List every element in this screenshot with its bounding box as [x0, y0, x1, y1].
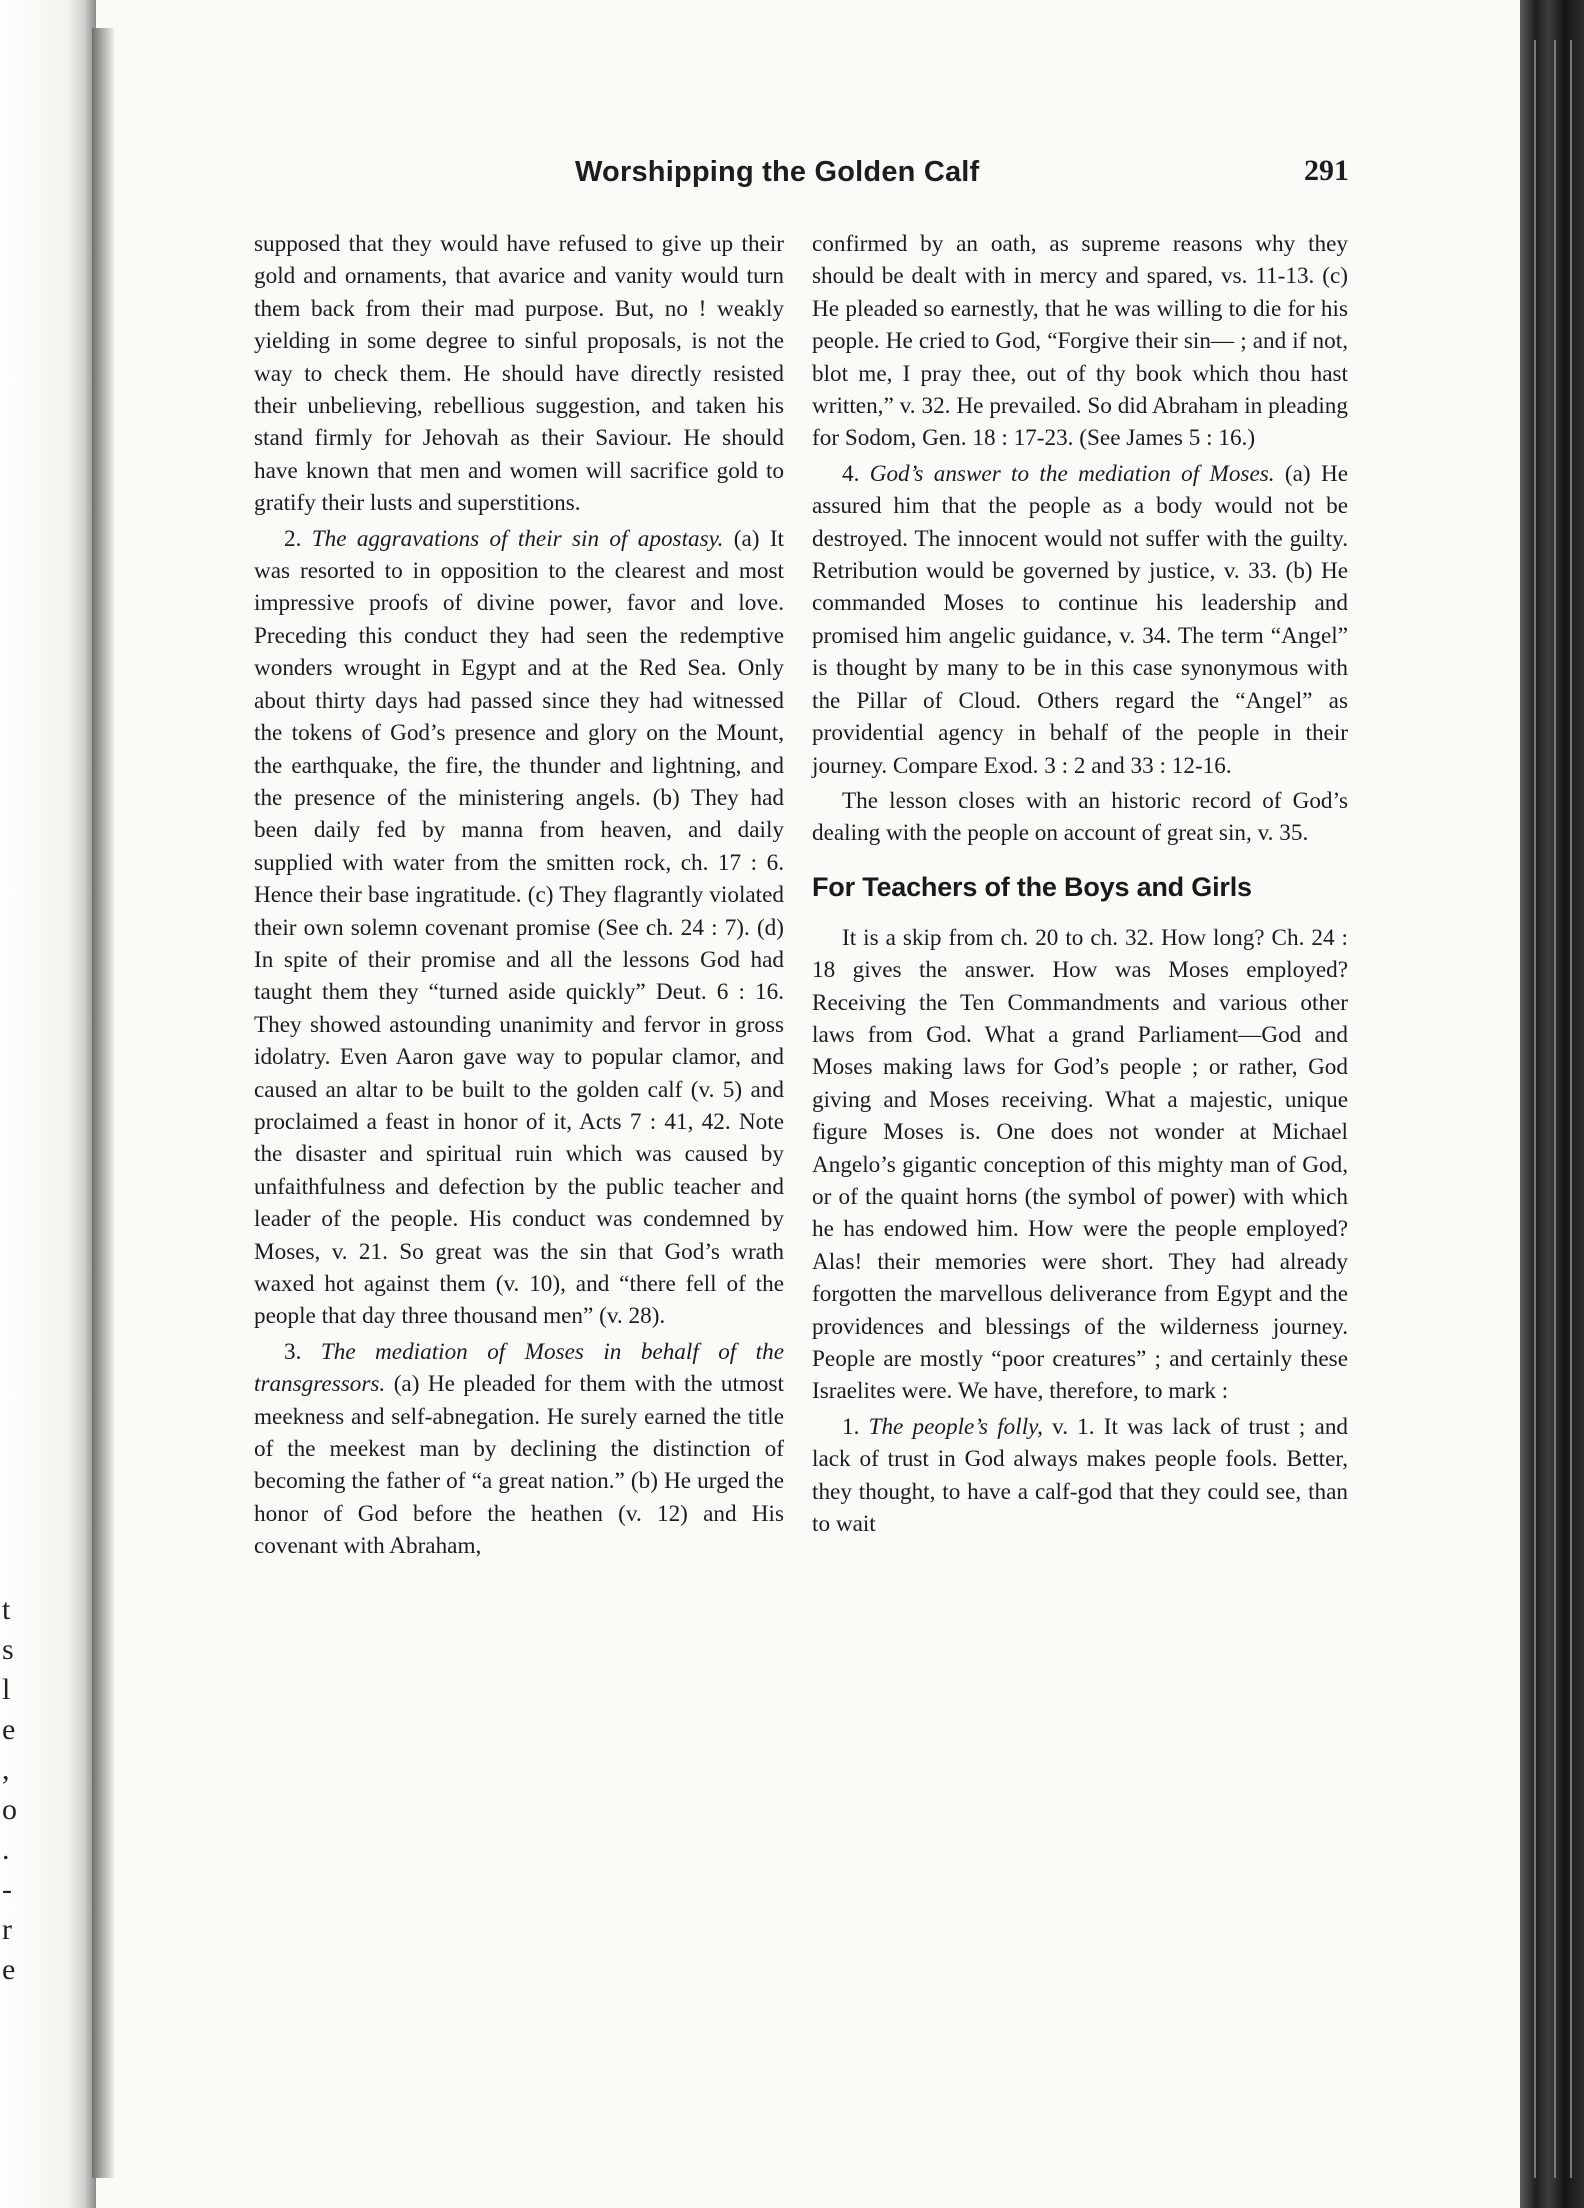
- item-title: The people’s folly,: [868, 1413, 1043, 1440]
- paragraph: supposed that they would have refused to give up their gold and ornaments, that avarice and vanity would turn them back from their mad purpose. But, no ! weakly yielding in some degree to sinful proposals, is not the way to check them. He should have directly resisted their unbelieving, rebellious suggestion, and taken his stand firmly for Jehovah as their Saviour. He should have known that men and women will sacrifice gold to gratify their lusts and superstitions.: [254, 231, 784, 517]
- paragraph: The lesson closes with an historic record of God’s dealing with the people on account of great sin, v. 35.: [812, 787, 1348, 847]
- margin-fragment: t: [2, 1593, 11, 1626]
- margin-fragment: l: [2, 1673, 11, 1706]
- item-title: God’s answer to the mediation of Moses.: [869, 460, 1275, 487]
- paragraph: [254, 523, 784, 1333]
- margin-fragment: e: [2, 1713, 16, 1746]
- item-number: 4.: [842, 460, 860, 487]
- item-body: (a) He assured him that the people as a body would not be destroyed. The innocent would not suffer with the guilty. Retribution would be governed by justice, v. 33. (b) He commanded Moses to continue his leadership and promised him angelic guidance, v. 34. The term “Angel” is thought by many to be in this case synonymous with the Pillar of Cloud. Others regard the “Angel” as providential agency in behalf of the people in their journey. Compare Exod. 3 : 2 and 33 : 12-16.: [812, 460, 1348, 779]
- item-number: 3.: [284, 1338, 302, 1365]
- item-title: The mediation of Moses in behalf of the transgressors.: [254, 1338, 784, 1398]
- margin-fragment: r: [2, 1913, 12, 1946]
- margin-fragment: -: [2, 1873, 12, 1906]
- running-title: Worshipping the Golden Calf: [575, 156, 980, 188]
- item-body: v. 1. It was lack of trust ; and lack of trust in God always makes people fools. Better, they thought, to have a calf-god that they could see, than to wait: [812, 1413, 1349, 1538]
- item-number: 2.: [284, 525, 302, 552]
- paragraph: It is a skip from ch. 20 to ch. 32. How long? Ch. 24 : 18 gives the answer. How was Moses employed? Receiving the Ten Commandments and various other laws from God. What a grand Parliament—God and Moses making laws for God’s people ; or rather, God giving and Moses receiving. What a majestic, unique figure Moses is. One does not wonder at Michael Angelo’s gigantic conception of this mighty man of God, or of the quaint horns (the symbol of power) with which he has endowed him. How were the people employed? Alas! their memories were short. They had already forgotten the marvellous deliverance from Egypt and the providences and blessings of the wilderness journey. People are mostly “poor creatures” ; and certainly these Israelites were. We have, therefore, to mark :: [812, 924, 1348, 1405]
- margin-fragment: ,: [2, 1753, 10, 1786]
- page-header: [0, 156, 1520, 200]
- book-edge: [1520, 0, 1584, 2208]
- section-heading: For Teachers of the Boys and Girls: [812, 871, 1252, 902]
- item-body: (a) It was resorted to in opposition to the clearest and most impressive proofs of divine power, favor and love. Preceding this conduct they had seen the redemptive wonders wrought in Egypt and at the Red Sea. Only about thirty days had passed since they had witnessed the tokens of God’s presence and glory on the Mount, the earthquake, the fire, the thunder and lightning, and the presence of the ministering angels. (b) They had been daily fed by manna from heaven, and daily supplied with water from the smitten rock, ch. 17 : 6. Hence their base ingratitude. (c) They flagrantly violated their own solemn covenant promise (See ch. 24 : 7). (d) In spite of their promise and all the lessons God had taught them they “turned aside quickly” Deut. 6 : 16. They showed astounding unanimity and fervor in gross idolatry. Even Aaron gave way to popular clamor, and caused an altar to be built to the golden calf (v. 5) and proclaimed a feast in honor of it, Acts 7 : 41, 42. Note the disaster and spiritual ruin which was caused by unfaithfulness and defection by the public teacher and leader of the people. His conduct was condemned by Moses, v. 21. So great was the sin that God’s wrath waxed hot against them (v. 10), and “there fell of the people that day three thousand men” (v. 28).: [254, 525, 784, 1330]
- left-column: [254, 228, 784, 1563]
- margin-fragment: e: [2, 1953, 16, 1986]
- right-column: [812, 228, 1348, 1540]
- page-number: 291: [1304, 154, 1349, 187]
- binding-gutter: [92, 28, 114, 2178]
- item-title: The aggravations of their sin of apostasy.: [311, 525, 724, 552]
- item-body: (a) He pleaded for them with the utmost meekness and self-abnegation. He surely earned the title of the meekest man by declining the distinction of becoming the father of “a great nation.” (b) He urged the honor of God before the heathen (v. 12) and His covenant with Abraham,: [254, 1371, 784, 1560]
- facing-page-text-fragments: [2, 1590, 24, 1990]
- margin-fragment: .: [2, 1833, 10, 1866]
- item-number: 1.: [842, 1413, 860, 1440]
- margin-fragment: o: [2, 1793, 17, 1826]
- paragraph: confirmed by an oath, as supreme reasons why they should be dealt with in mercy and spared, vs. 11-13. (c) He pleaded so earnestly, that he was willing to die for his people. He cried to God, “Forgive their sin— ; and if not, blot me, I pray thee, out of thy book which thou hast written,” v. 32. He prevailed. So did Abraham in pleading for Sodom, Gen. 18 : 17-23. (See James 5 : 16.): [812, 231, 1348, 452]
- paragraph: [812, 458, 1348, 782]
- paragraph: [812, 1411, 1348, 1541]
- margin-fragment: s: [2, 1633, 14, 1666]
- paragraph: [254, 1336, 784, 1563]
